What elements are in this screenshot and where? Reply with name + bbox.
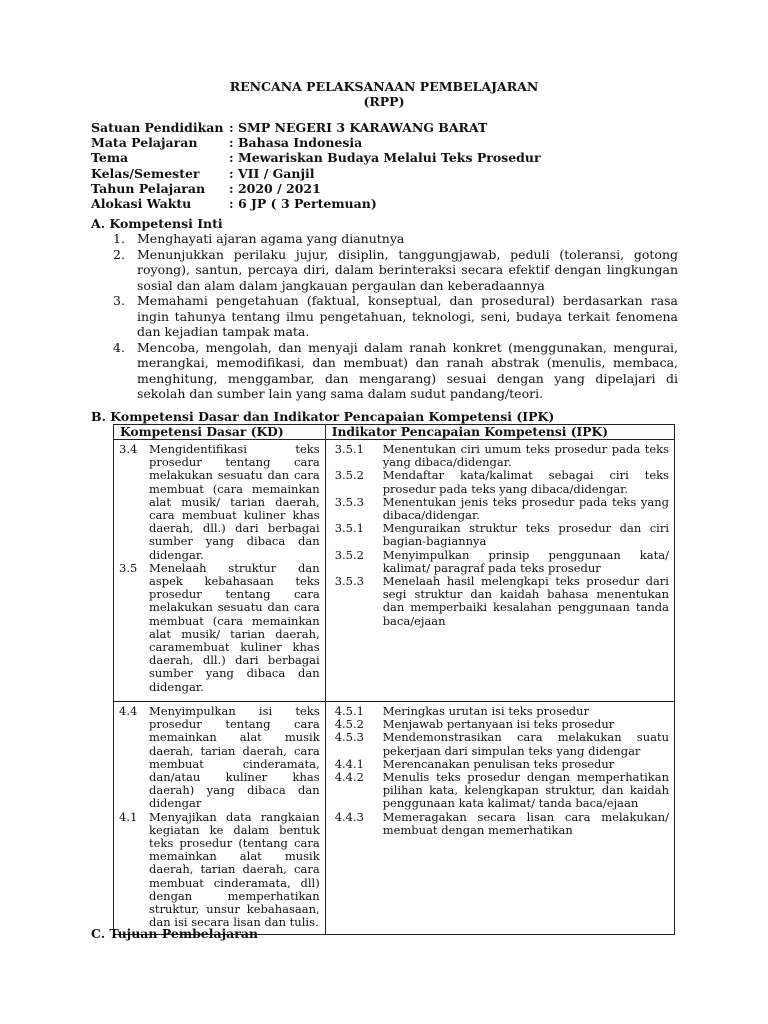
ipk-code: 4.4.3 <box>334 809 364 824</box>
document-title: RENCANA PELAKSANAAN PEMBELAJARAN <box>229 79 539 94</box>
identity-label: Mata Pelajaran <box>91 135 198 151</box>
ipk-code: 4.5.3 <box>334 730 364 745</box>
kd-text: Menelaah struktur dan aspek kebahasaan teks prosedur tentang cara melakukan sesuatu dan cara membuat (cara memainkan alat musik/ tarian daerah, caramembuat kuliner khas daerah, dll.) dari berbagai sumber yang dibaca dan didengar. <box>149 560 320 694</box>
identity-label: Alokasi Waktu <box>91 196 192 212</box>
list-text: Menunjukkan perilaku jujur, disiplin, tanggungjawab, peduli (toleransi, gotong royong), santun, percaya diri, dalam berinteraksi secara efektif dengan lingkungan sosial dan alam dalam jangkauan pergaulan dan keberadaannya <box>137 246 678 293</box>
list-text: Menghayati ajaran agama yang dianutnya <box>137 231 405 246</box>
ipk-entry <box>331 469 669 495</box>
kd-entry <box>119 811 320 930</box>
identity-row <box>91 166 541 181</box>
kd-entry <box>119 562 320 694</box>
ipk-code: 3.5.1 <box>334 521 364 536</box>
list-number: 4. <box>113 339 125 355</box>
ipk-entry <box>331 443 669 469</box>
ipk-code: 4.4.2 <box>334 770 364 785</box>
column-header-kd: Kompetensi Dasar (KD) <box>114 425 326 440</box>
identity-value: : 6 JP ( 3 Pertemuan) <box>229 196 377 212</box>
ipk-code: 4.5.1 <box>334 704 364 718</box>
list-number: 3. <box>113 293 125 308</box>
ipk-text: Mendemonstrasikan cara melakukan suatu pekerjaan dari simpulan teks yang didengar <box>382 730 669 758</box>
ipk-text: Merencanakan penulisan teks prosedur <box>382 756 615 771</box>
identity-value: : 2020 / 2021 <box>229 180 321 196</box>
kd-cell <box>114 440 326 702</box>
table-row <box>114 440 675 702</box>
kd-ipk-table <box>113 424 675 935</box>
identity-row <box>91 181 541 196</box>
ipk-code: 3.5.2 <box>334 547 364 562</box>
list-item <box>113 231 678 247</box>
identity-value: : Mewariskan Budaya Melalui Teks Prosedur <box>229 150 541 166</box>
ipk-text: Mendaftar kata/kalimat sebagai ciri teks prosedur pada teks yang dibaca/didengar. <box>382 468 669 496</box>
ipk-entry <box>331 811 669 837</box>
kd-entry <box>119 443 320 562</box>
identity-value: : Bahasa Indonesia <box>229 135 363 151</box>
list-item <box>113 293 678 340</box>
ipk-text: Menulis teks prosedur dengan memperhatikan pilihan kata, kelengkapan struktur, dan kaidah penggunaan kata kalimat/ tanda baca/ejaan <box>382 770 669 811</box>
ipk-text: Meringkas urutan isi teks prosedur <box>382 704 590 718</box>
ipk-text: Menentukan ciri umum teks prosedur pada teks yang dibaca/didengar. <box>382 442 669 470</box>
ipk-code: 4.5.2 <box>334 717 364 732</box>
kd-code: 3.5 <box>119 560 138 575</box>
list-text: Mencoba, mengolah, dan menyaji dalam ranah konkret (menggunakan, mengurai, merangkai, memodifikasi, dan membuat) dan ranah abstrak (menulis, membaca, menghitung, menggambar, dan mengarang) sesuai dengan yang dipelajari di sekolah dan sumber lain yang sama dalam sudut pandang/teori. <box>137 339 678 401</box>
section-c-heading: C. Tujuan Pembelajaran <box>91 926 259 941</box>
kd-code: 4.1 <box>119 809 138 824</box>
kd-text: Menyajikan data rangkaian kegiatan ke dalam bentuk teks prosedur (tentang cara memainkan alat musik daerah, tarian daerah, cara membuat cinderamata, dll) dengan memperhatikan struktur, unsur kebahasaan, dan isi secara lisan dan tulis. <box>149 809 320 930</box>
ipk-text: Menentukan jenis teks prosedur pada teks yang dibaca/didengar. <box>382 494 669 523</box>
identity-row <box>91 150 541 165</box>
ipk-text: Menjawab pertanyaan isi teks prosedur <box>382 717 615 732</box>
list-number: 2. <box>113 246 125 262</box>
identity-label: Satuan Pendidikan <box>91 120 224 135</box>
identity-block <box>91 120 541 211</box>
identity-row <box>91 135 541 150</box>
table-row <box>114 702 675 935</box>
ipk-text: Memeragakan secara lisan cara melakukan/ membuat dengan memerhatikan <box>382 809 669 837</box>
ipk-entry <box>331 522 669 548</box>
identity-row <box>91 120 541 135</box>
ipk-text: Menyimpulkan prinsip penggunaan kata/ kalimat/ paragraf pada teks prosedur <box>382 547 669 575</box>
kompetensi-inti-list <box>113 231 678 402</box>
section-b-heading: B. Kompetensi Dasar dan Indikator Pencapaian Kompetensi (IPK) <box>91 409 555 424</box>
ipk-cell <box>325 702 674 935</box>
ipk-code: 3.5.1 <box>334 442 364 456</box>
list-item <box>113 247 678 294</box>
kd-text: Menyimpulkan isi teks prosedur tentang cara memainkan alat musik daerah, tarian daerah, cara membuat cinderamata, dan/atau kuliner khas daerah) yang dibaca dan didengar <box>149 704 320 811</box>
kd-code: 3.4 <box>119 442 138 456</box>
ipk-code: 3.5.3 <box>334 574 364 589</box>
identity-row <box>91 196 541 211</box>
list-number: 1. <box>113 231 125 246</box>
kd-code: 4.4 <box>119 704 138 718</box>
identity-label: Tema <box>91 150 129 166</box>
identity-value: : VII / Ganjil <box>229 165 315 181</box>
ipk-code: 4.4.1 <box>334 756 364 771</box>
table-header-row <box>114 425 675 440</box>
kd-cell <box>114 702 326 935</box>
ipk-cell <box>325 440 674 702</box>
identity-label: Kelas/Semester <box>91 165 200 181</box>
identity-value: : SMP NEGERI 3 KARAWANG BARAT <box>229 120 488 135</box>
ipk-entry <box>331 731 669 757</box>
ipk-code: 3.5.2 <box>334 468 364 483</box>
column-header-ipk: Indikator Pencapaian Kompetensi (IPK) <box>325 425 674 440</box>
list-text: Memahami pengetahuan (faktual, konseptual, dan prosedural) berdasarkan rasa ingin tahunya tentang ilmu pengetahuan, teknologi, seni, budaya terkait fenomena dan kejadian tampak mata. <box>137 293 678 339</box>
section-a-heading: A. Kompetensi Inti <box>91 216 223 231</box>
list-item <box>113 340 678 402</box>
ipk-entry <box>331 496 669 522</box>
ipk-text: Menelaah hasil melengkapi teks prosedur dari segi struktur dan kaidah bahasa menentukan dan memperbaiki kesalahan penggunaan tanda baca/ejaan <box>382 574 669 628</box>
ipk-entry <box>331 549 669 575</box>
ipk-entry <box>331 771 669 811</box>
kd-text: Mengidentifikasi teks prosedur tentang cara melakukan sesuatu dan cara membuat (cara memainkan alat musik/ tarian daerah, cara membuat kuliner khas daerah, dll.) dari berbagai sumber yang dibaca dan didengar. <box>149 442 320 562</box>
ipk-code: 3.5.3 <box>334 494 364 509</box>
kd-entry <box>119 705 320 811</box>
identity-label: Tahun Pelajaran <box>91 180 206 196</box>
ipk-text: Menguraikan struktur teks prosedur dan ciri bagian-bagiannya <box>382 521 669 549</box>
ipk-entry <box>331 575 669 628</box>
document-subtitle: (RPP) <box>363 94 405 109</box>
